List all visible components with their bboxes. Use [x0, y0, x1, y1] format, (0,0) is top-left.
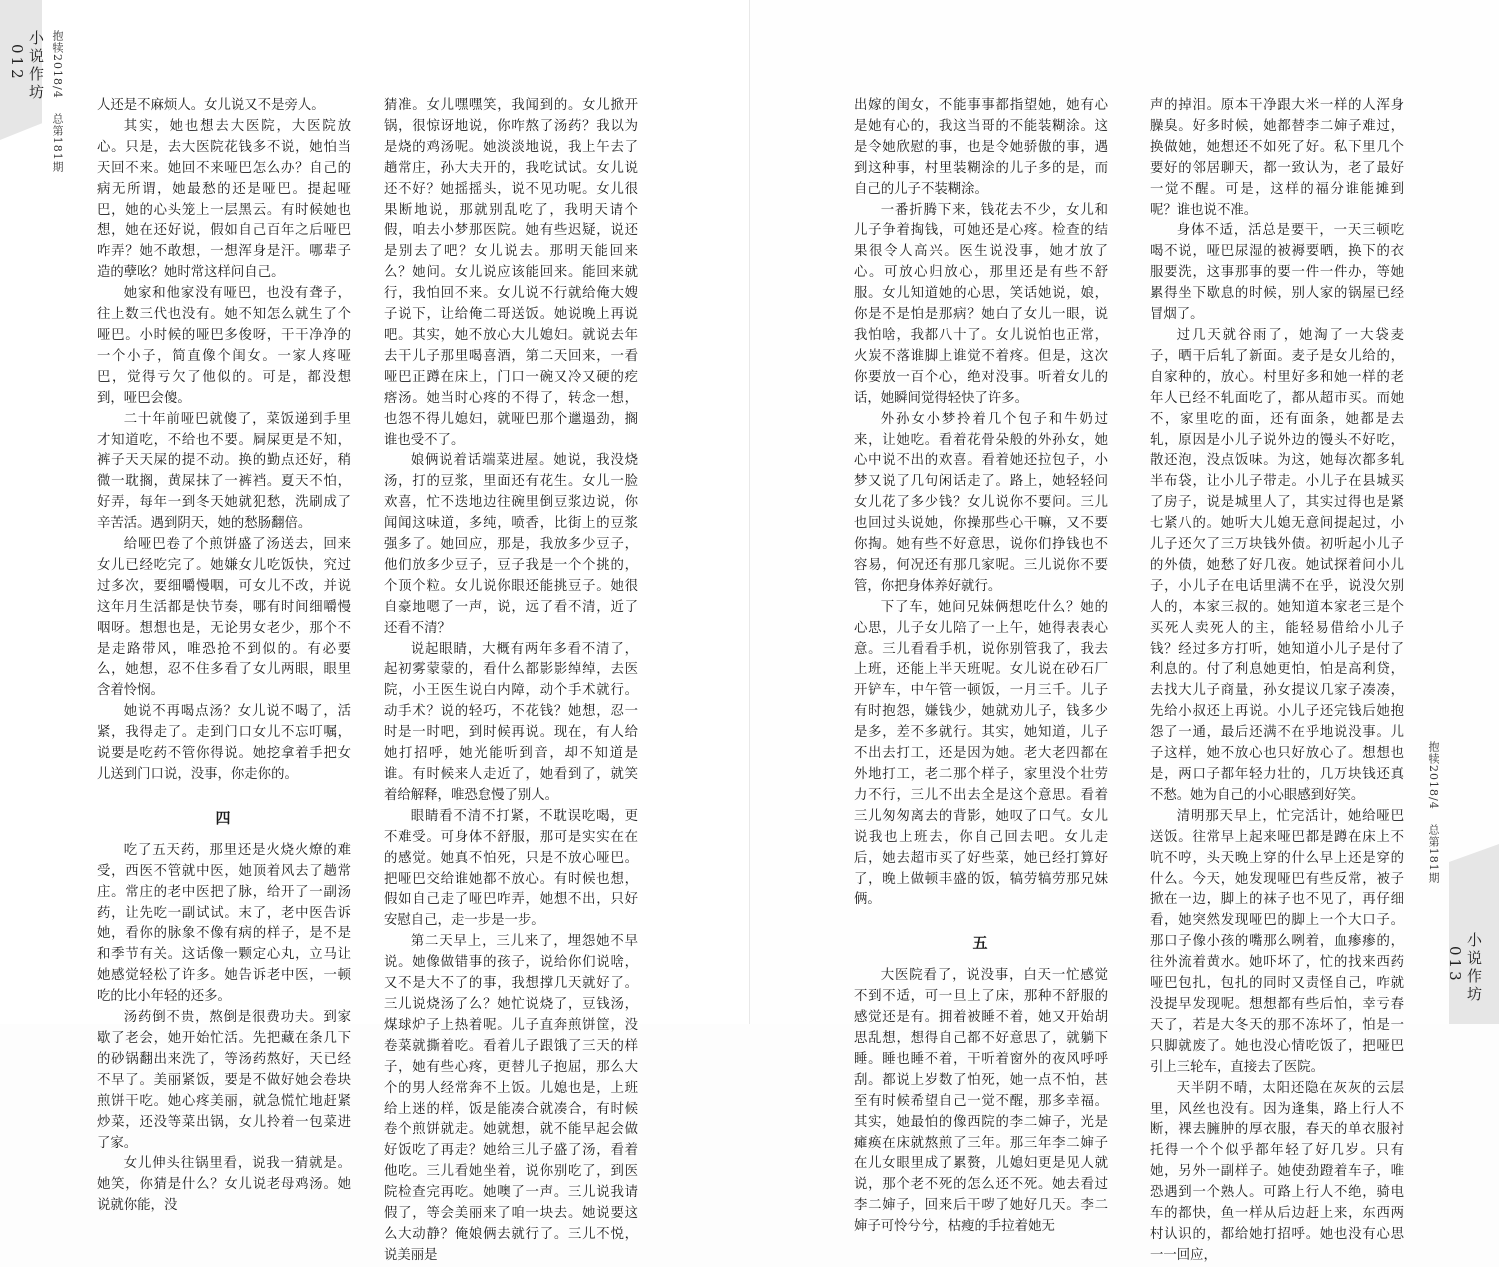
paragraph: 第二天早上，三儿来了，埋怨她不早说。她像做错事的孩子，说给你们说啥，又不是大不了的事，我想撑几天就好了。三儿说烧汤了么？她忙说烧了，豆钱汤，煤球炉子上热着呢。儿子直奔煎饼筐，没卷菜就撕着吃。看着儿子跟饿了三天的样子，她有些心疼，更替儿子抱屈，那么大个的男人经常奔不上饭。儿媳也是，上班给上迷的样，饭是能凑合就凑合，有时候卷个煎饼就走。她就想，就不能早起会做好饭吃了再走？她给三儿子盛了汤，看着他吃。三儿看她坐着，说你别吃了，到医院检查完再吃。她噢了一声。三儿说我请假了，等会美丽来了咱一块去。她说要这么大动静？俺娘俩去就行了。三儿不悦，说美丽是 [384, 934, 638, 1263]
paragraph: 一番折腾下来，钱花去不少，女儿和儿子争着掏钱，可她还是心疼。检查的结果很令人高兴。医生说没事，她才放了心。可放心归放心，那里还是有些不舒服。女儿知道她的心思，笑话她说，娘，你是不是怕是那病？她白了女儿一眼，说我怕啥，我都八十了。女儿说怕也正常，火炭不落谁脚上谁觉不着疼。但是，这次你要放一百个心，绝对没事。听着女儿的话，她瞬间觉得轻快了许多。 [854, 202, 1108, 406]
paragraph: 眼睛看不清不打紧，不耽误吃喝，更不难受。可身体不舒服，那可是实实在在的感觉。她真不怕死，只是不放心哑巴。把哑巴交给谁她都不放心。有时候也想，假如自己走了哑巴咋弄，她想不出，只好安慰自己，走一步是一步。 [384, 808, 638, 929]
section-tab-label-left [8, 30, 47, 102]
paragraph: 汤药倒不贵，熬倒是很费功夫。到家歇了老会，她开始忙活。先把藏在条几下的砂锅翻出来洗了，等汤药熬好，天已经不早了。美丽紧饭，要是不做好她会卷块煎饼干吃。她心疼美丽，就急慌忙地赶紧炒菜，还没等菜出锅，女儿拎着一包菜进了家。 [97, 1010, 351, 1151]
text-column-4 [1150, 96, 1404, 1267]
section-tab-label-right [1446, 932, 1485, 1004]
paragraph: 其实，她也想去大医院，大医院放心。只是，去大医院花钱多不说，她怕当天回不来。她回不来哑巴怎么办？自己的病无所谓，她最愁的还是哑巴。提起哑巴，她的心头笼上一层黑云。有时候她也想，她在还好说，假如自己百年之后哑巴咋弄？她不敢想，一想浑身是汗。哪辈子造的孽吆？她时常这样问自己。 [97, 118, 351, 281]
paragraph: 天半阴不晴，太阳还隐在灰灰的云层里，风丝也没有。因为逢集，路上行人不断，裸去臃肿的厚衣服，春天的单衣服衬托得一个个似乎都年轻了好几岁。只有她，另外一副样子。她使劲蹬着车子，唯恐遇到一个熟人。可路上行人不绝，骑电车的都快，鱼一样从后边赶上来，东西两村认识的，都给她打招呼。她也没有心思一一回应， [1150, 1080, 1404, 1263]
paragraph: 说起眼睛，大概有两年多看不清了，起初雾蒙蒙的，看什么都影影绰绰，去医院，小王医生说白内障，动个手术就行。动手术？说的轻巧，不花钱？她想，忍一时是一时吧，到时候再说。现在，有人给她打招呼，她光能听到音，却不知道是谁。有时候来人走近了，她看到了，就笑着给解释，唯恐怠慢了别人。 [384, 641, 638, 803]
paragraph: 女儿伸头往锅里看，说我一猜就是。她笑，你猜是什么？女儿说老母鸡汤。她说就你能，没 [97, 1156, 351, 1214]
magazine-issue: 抱犊2018/4 [51, 30, 64, 99]
paragraph: 下了车，她问兄妹俩想吃什么？她的心思，儿子女儿陪了一上午，她得表表心意。三儿看看手机，说你别管我了，我去上班，还能上半天班呢。女儿说在砂石厂开铲车，中午管一顿饭，一月三千。儿子有时抱怨，嫌钱少，她就劝儿子，钱多少是多，差不多就行。其实，她知道，儿子不出去打工，还是因为她。老大老四都在外地打工，老二那个样子，家里没个壮劳力不行，三儿不出去全是这个意思。看着三儿匆匆离去的背影，她叹了口气。女儿说我也上班去，你自己回去吧。女儿走后，她去超市买了好些菜，她已经打算好了，晚上做顿丰盛的饭，犒劳犒劳那兄妹俩。 [854, 599, 1108, 908]
paragraph: 给哑巴卷了个煎饼盛了汤送去，回来女儿已经吃完了。她嫌女儿吃饭快，究过过多次，要细嚼慢咽，可女儿不改，并说这年月生活都是快节奏，哪有时间细嚼慢咽呀。想想也是，无论男女老少，那个不是走路带风，唯恐抢不到似的。有必要么，她想，忍不住多看了女儿两眼，眼里含着怜悯。 [97, 537, 351, 699]
paragraph: 大医院看了，说没事，白天一忙感觉不到不适，可一旦上了床，那种不舒服的感觉还是有。拥着被睡不着，她又开始胡思乱想，想得自己都不好意思了，就躺下睡。睡也睡不着，干听着窗外的夜风呼呼刮。都说上岁数了怕死，她一点不怕，甚至有时候希望自己一觉不醒，那多幸福。其实，她最怕的像西院的李二婶子，光是瘫痪在床就熬煎了三年。那三年李二婶子在儿女眼里成了累赘，儿媳妇更是见人就说，那个老不死的怎么还不死。她去看过李二婶子，回来后干哕了她好几天。李二婶子可怜兮兮，枯瘦的手拉着她无 [854, 968, 1108, 1235]
text-column-3 [854, 96, 1108, 1238]
paragraph: 吃了五天药，那里还是火烧火燎的难受，西医不管就中医，她顶着风去了趟常庄。常庄的老中医把了脉，给开了一副汤药，让先吃一副试试。末了，老中医告诉她，看你的脉象不像有病的样子，是不是和季节有关。这话像一颗定心丸，立马让她感觉轻松了许多。她告诉老中医，一顿吃的比小年轻的还多。 [97, 842, 351, 1005]
chapter-heading: 五 [972, 934, 990, 953]
paragraph: 娘俩说着话端菜进屋。她说，我没烧汤，打的豆浆，里面还有花生。女儿一脸欢喜，忙不迭地边往碗里倒豆浆边说，你闻闻这味道，多纯，喷香，比街上的豆浆强多了。她回应，那是，我放多少豆子，他们放多少豆子，豆子我是一个个挑的，个顶个粒。女儿说你眼还能挑豆子。她很自豪地嗯了一声，说，远了看不清，近了还看不清？ [384, 453, 638, 636]
paragraph: 声的掉泪。原本干净跟大米一样的人浑身臊臭。好多时候，她都替李二婶子难过，换做她，她想还不如死了好。私下里几个要好的邻居聊天，都一致认为，老了最好一觉不醒。可是，这样的福分谁能摊到呢？谁也说不准。 [1150, 98, 1404, 218]
paragraph: 过几天就谷雨了，她淘了一大袋麦子，晒干后轧了新面。麦子是女儿给的，自家种的，放心。村里好多和她一样的老年人已经不轧面吃了，都从超市买。而她不，家里吃的面，还有面条，她都是去轧，原因是小儿子说外边的馒头不好吃，散还泡，没点饭味。为这，她每次都多轧半布袋，让小儿子带走。小儿子在县城买了房子，说是城里人了，其实过得也是紧七紧八的。她听大儿媳无意间提起过，小儿子还欠了三万块钱外债。初听起小儿子的外债，她愁了好几夜。她试探着问小儿子，小儿子在电话里满不在乎，说没欠别人的，本家三叔的。她知道本家老三是个买死人卖死人的主，能轻易借给小儿子钱？经过多方打听，她知道小儿子是付了利息的。付了利息她更怕，怕是高利贷，去找大儿子商量，孙女提议几家子凑凑，先给小叔还上再说。小儿子还完钱后她抱怨了一通，最后还满不在乎地说没事。儿子这样，她不放心也只好放心了。想想也是，两口子都年轻力壮的，几万块钱还真不愁。她为自己的小心眼感到好笑。 [1150, 327, 1404, 803]
paragraph: 二十年前哑巴就傻了，菜饭递到手里才知道吃，不给也不要。屙屎更是不知，裤子天天屎的提不动。换的勤点还好，稍微一耽搁，黄屎抹了一裤裆。夏天不怕，好弄，每年一到冬天她就犯愁，洗刷成了辛苦活。遇到阴天，她的愁肠翻倍。 [97, 411, 351, 532]
paragraph: 出嫁的闺女，不能事事都指望她，她有心是她有心的，我这当哥的不能装糊涂。这是令她欣慰的事，也是令她骄傲的事，遇到这种事，村里装糊涂的儿子多的是，而自己的儿子不装糊涂。 [854, 98, 1108, 197]
text-column-1 [97, 96, 351, 1217]
running-header-left [49, 30, 65, 173]
issue-total: 总第181期 [1427, 824, 1440, 884]
paragraph: 身体不适，活总是要干，一天三顿吃喝不说，哑巴尿湿的被褥要晒，换下的衣服要洗，这事那事的要一件一件办，等她累得坐下歇息的时候，别人家的锅屋已经冒烟了。 [1150, 223, 1404, 323]
chapter-heading: 四 [215, 808, 233, 827]
text-column-2 [384, 96, 638, 1267]
issue-total: 总第181期 [51, 112, 64, 173]
paragraph: 人还是不麻烦人。女儿说又不是旁人。 [97, 98, 325, 113]
left-page [0, 0, 749, 1263]
paragraph: 她家和他家没有哑巴，也没有聋子，往上数三代也没有。她不知怎么就生了个哑巴。小时候的哑巴多俊呀，干干净净的一个小子，简直像个闺女。一家人疼哑巴，觉得亏欠了他似的。可是，都没想到，哑巴会傻。 [97, 286, 351, 406]
page-number: 013 [1446, 946, 1464, 984]
running-header-right [1425, 741, 1441, 884]
page-number: 012 [8, 44, 26, 82]
paragraph: 她说不再喝点汤？女儿说不喝了，活紧，我得走了。走到门口女儿不忘叮嘱，说要是吃药不管你得说。她挖拿着手把女儿送到门口说，没事，你走你的。 [97, 704, 351, 782]
magazine-issue: 抱犊2018/4 [1427, 741, 1440, 810]
paragraph: 清明那天早上，忙完活计，她给哑巴送饭。往常早上起来哑巴都是蹲在床上不吭不哼，头天晚上穿的什么早上还是穿的什么。今天，她发现哑巴有些反常，被子掀在一边，脚上的袜子也不见了，再仔细看，她突然发现哑巴的脚上一个大口子。那口子像小孩的嘴那么咧着，血瘆瘆的，往外流着黄水。她吓坏了，忙的找来西药哑巴包扎，包扎的同时又责怪自己，咋就没提早发现呢。想想都有些后怕，幸亏春天了，若是大冬天的那不冻坏了，怕是一只脚就废了。她也没心情吃饭了，把哑巴引上三轮车，直接去了医院。 [1150, 808, 1404, 1075]
right-page [750, 0, 1499, 1263]
paragraph: 外孙女小梦拎着几个包子和牛奶过来，让她吃。看着花骨朵般的外孙女，她心中说不出的欢喜。看着她还拉包子，小梦又说了几句闲话走了。路上，她轻轻问女儿花了多少钱？女儿说你不要问。三儿也回过头说她，你操那些心干嘛，又不要你掏。她有些不好意思，说你们挣钱也不容易，何况还有那几家呢。三儿说你不要管，你把身体养好就行。 [854, 411, 1108, 594]
section-title: 小说作坊 [27, 30, 45, 102]
section-title: 小说作坊 [1465, 932, 1483, 1004]
paragraph: 猜准。女儿嘿嘿笑，我闻到的。女儿掀开锅，很惊讶地说，你咋熬了汤药？我以为是烧的鸡汤呢。她淡淡地说，我上午去了趟常庄，孙大夫开的，我吃试试。女儿说还不好？她摇摇头，说不见功呢。女儿很果断地说，那就别乱吃了，我明天请个假，咱去小梦那医院。她有些迟疑，说还是别去了吧？女儿说去。那明天能回来么？她问。女儿说应该能回来。能回来就行，我怕回不来。女儿说不行就给俺大嫂子说下，让给俺二哥送饭。她说晚上再说吧。其实，她不放心大儿媳妇。就说去年去干儿子那里喝喜酒，第二天回来，一看哑巴正蹲在床上，门口一碗又冷又硬的疙瘩汤。她当时心疼的不得了，转念一想，也怨不得儿媳妇，就哑巴那个邋遢劲，搁谁也受不了。 [384, 98, 638, 448]
